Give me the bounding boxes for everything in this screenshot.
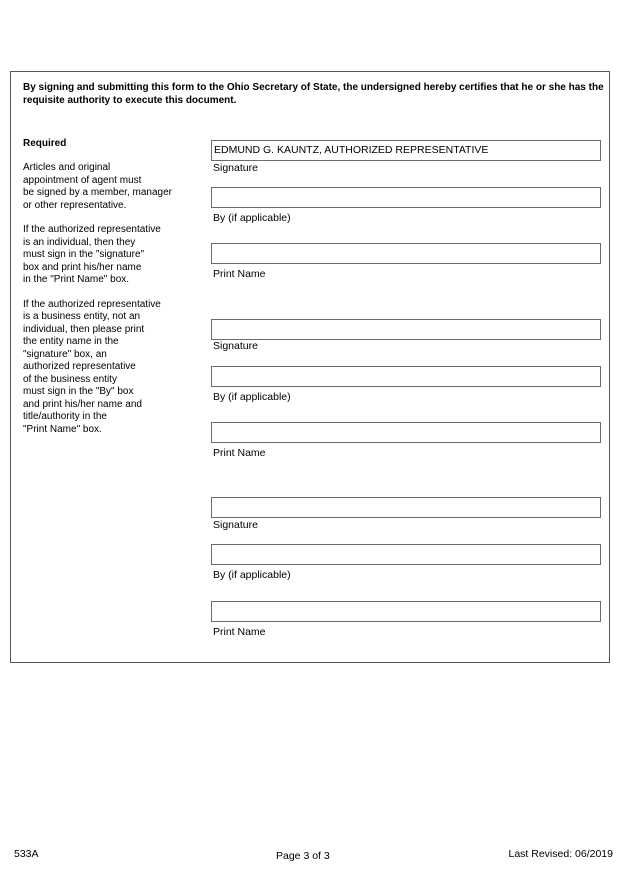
signature-field-3[interactable] xyxy=(211,497,601,518)
print-name-label-3: Print Name xyxy=(213,626,266,638)
instruction-paragraph: If the authorized representative is a business entity, not an individual, then please print the entity name in the "signature" box, an authorized representative of the business entity must sign in the "By" box and print his/her name and title/authority in the "Print Name" box. xyxy=(23,298,161,435)
signature-label-3: Signature xyxy=(213,519,258,531)
by-label-1: By (if applicable) xyxy=(213,212,291,224)
instruction-paragraph: If the authorized representative is an individual, then they must sign in the "signature" box and print his/her name in the "Print Name" box. xyxy=(23,224,161,285)
last-revised: Last Revised: 06/2019 xyxy=(508,848,613,860)
signature-label-2: Signature xyxy=(213,340,258,352)
signature-label-1: Signature xyxy=(213,162,258,174)
certification-statement: By signing and submitting this form to the Ohio Secretary of State, the undersigned hereby certifies that he or she has the requisite authority to execute this document. xyxy=(23,82,604,106)
by-field-2[interactable] xyxy=(211,366,601,387)
by-field-3[interactable] xyxy=(211,544,601,565)
print-name-label-2: Print Name xyxy=(213,447,266,459)
form-number: 533A xyxy=(14,848,39,860)
print-name-label-1: Print Name xyxy=(213,268,266,280)
print-name-field-3[interactable] xyxy=(211,601,601,622)
by-label-2: By (if applicable) xyxy=(213,391,291,403)
signature-field-2[interactable] xyxy=(211,319,601,340)
by-label-3: By (if applicable) xyxy=(213,569,291,581)
signing-instructions xyxy=(23,162,203,448)
page-number: Page 3 of 3 xyxy=(276,850,330,862)
required-heading: Required xyxy=(23,138,67,149)
by-field-1[interactable] xyxy=(211,187,601,208)
print-name-field-2[interactable] xyxy=(211,422,601,443)
instruction-paragraph: Articles and original appointment of agent must be signed by a member, manager or other representative. xyxy=(23,162,172,211)
signature-field-1[interactable]: EDMUND G. KAUNTZ, AUTHORIZED REPRESENTATIVE xyxy=(211,140,601,161)
print-name-field-1[interactable] xyxy=(211,243,601,264)
